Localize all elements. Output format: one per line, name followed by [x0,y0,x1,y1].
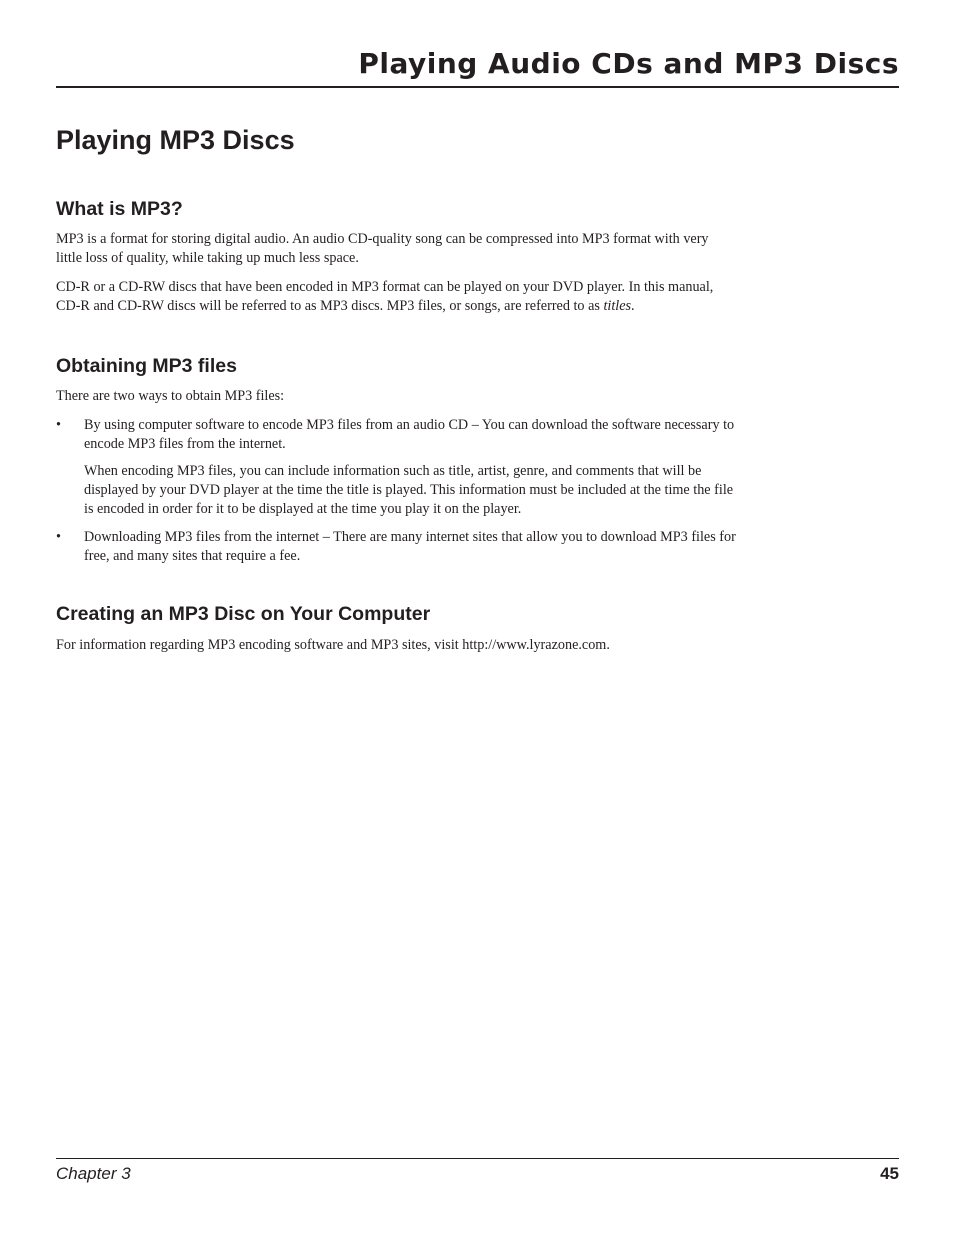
section-heading-creating-disc: Creating an MP3 Disc on Your Computer [56,603,431,625]
section-heading-obtaining-mp3: Obtaining MP3 files [56,355,237,377]
bullet-marker: • [56,529,61,545]
paragraph-creating-info: For information regarding MP3 encoding software and MP3 sites, visit http://www.lyrazone.com. [56,637,610,653]
running-header-title: Playing Audio CDs and MP3 Discs [358,47,899,80]
paragraph-mp3-discs-italic-term: titles [603,298,632,314]
page-footer [56,1158,899,1187]
bullet-text-encode: By using computer software to encode MP3 files from an audio CD – You can download the software necessary to encode MP3 files from the internet. [84,417,735,452]
footer-chapter-label: Chapter 3 [56,1164,131,1183]
paragraph-mp3-discs-text: CD-R or a CD-RW discs that have been encoded in MP3 format can be played on your DVD player. In this manual, CD-R and CD-RW discs will be referred to as MP3 discs. MP3 files, or songs, are referred to as [56,279,714,314]
paragraph-mp3-discs-end: . [631,298,635,314]
paragraph-obtaining-intro: There are two ways to obtain MP3 files: [56,388,285,404]
paragraph-mp3-discs [56,278,736,316]
section-heading-what-is-mp3: What is MP3? [56,198,183,220]
paragraph-mp3-definition: MP3 is a format for storing digital audio. An audio CD-quality song can be compressed into MP3 format with very little loss of quality, while taking up much less space. [56,231,709,266]
footer-page-number: 45 [880,1164,899,1183]
bullet-note-encoding-text: When encoding MP3 files, you can include information such as title, artist, genre, and comments that will be displayed by your DVD player at the time the title is played. This information must be included at the time the file is encoded in order for it to be displayed at the time you play it on the player. [84,463,734,517]
bullet-marker: • [56,417,61,433]
page-title: Playing MP3 Discs [56,125,295,155]
bullet-text-download: Downloading MP3 files from the internet – There are many internet sites that allow you to download MP3 files for free, and many sites that require a fee. [84,529,736,564]
running-header [56,44,899,88]
